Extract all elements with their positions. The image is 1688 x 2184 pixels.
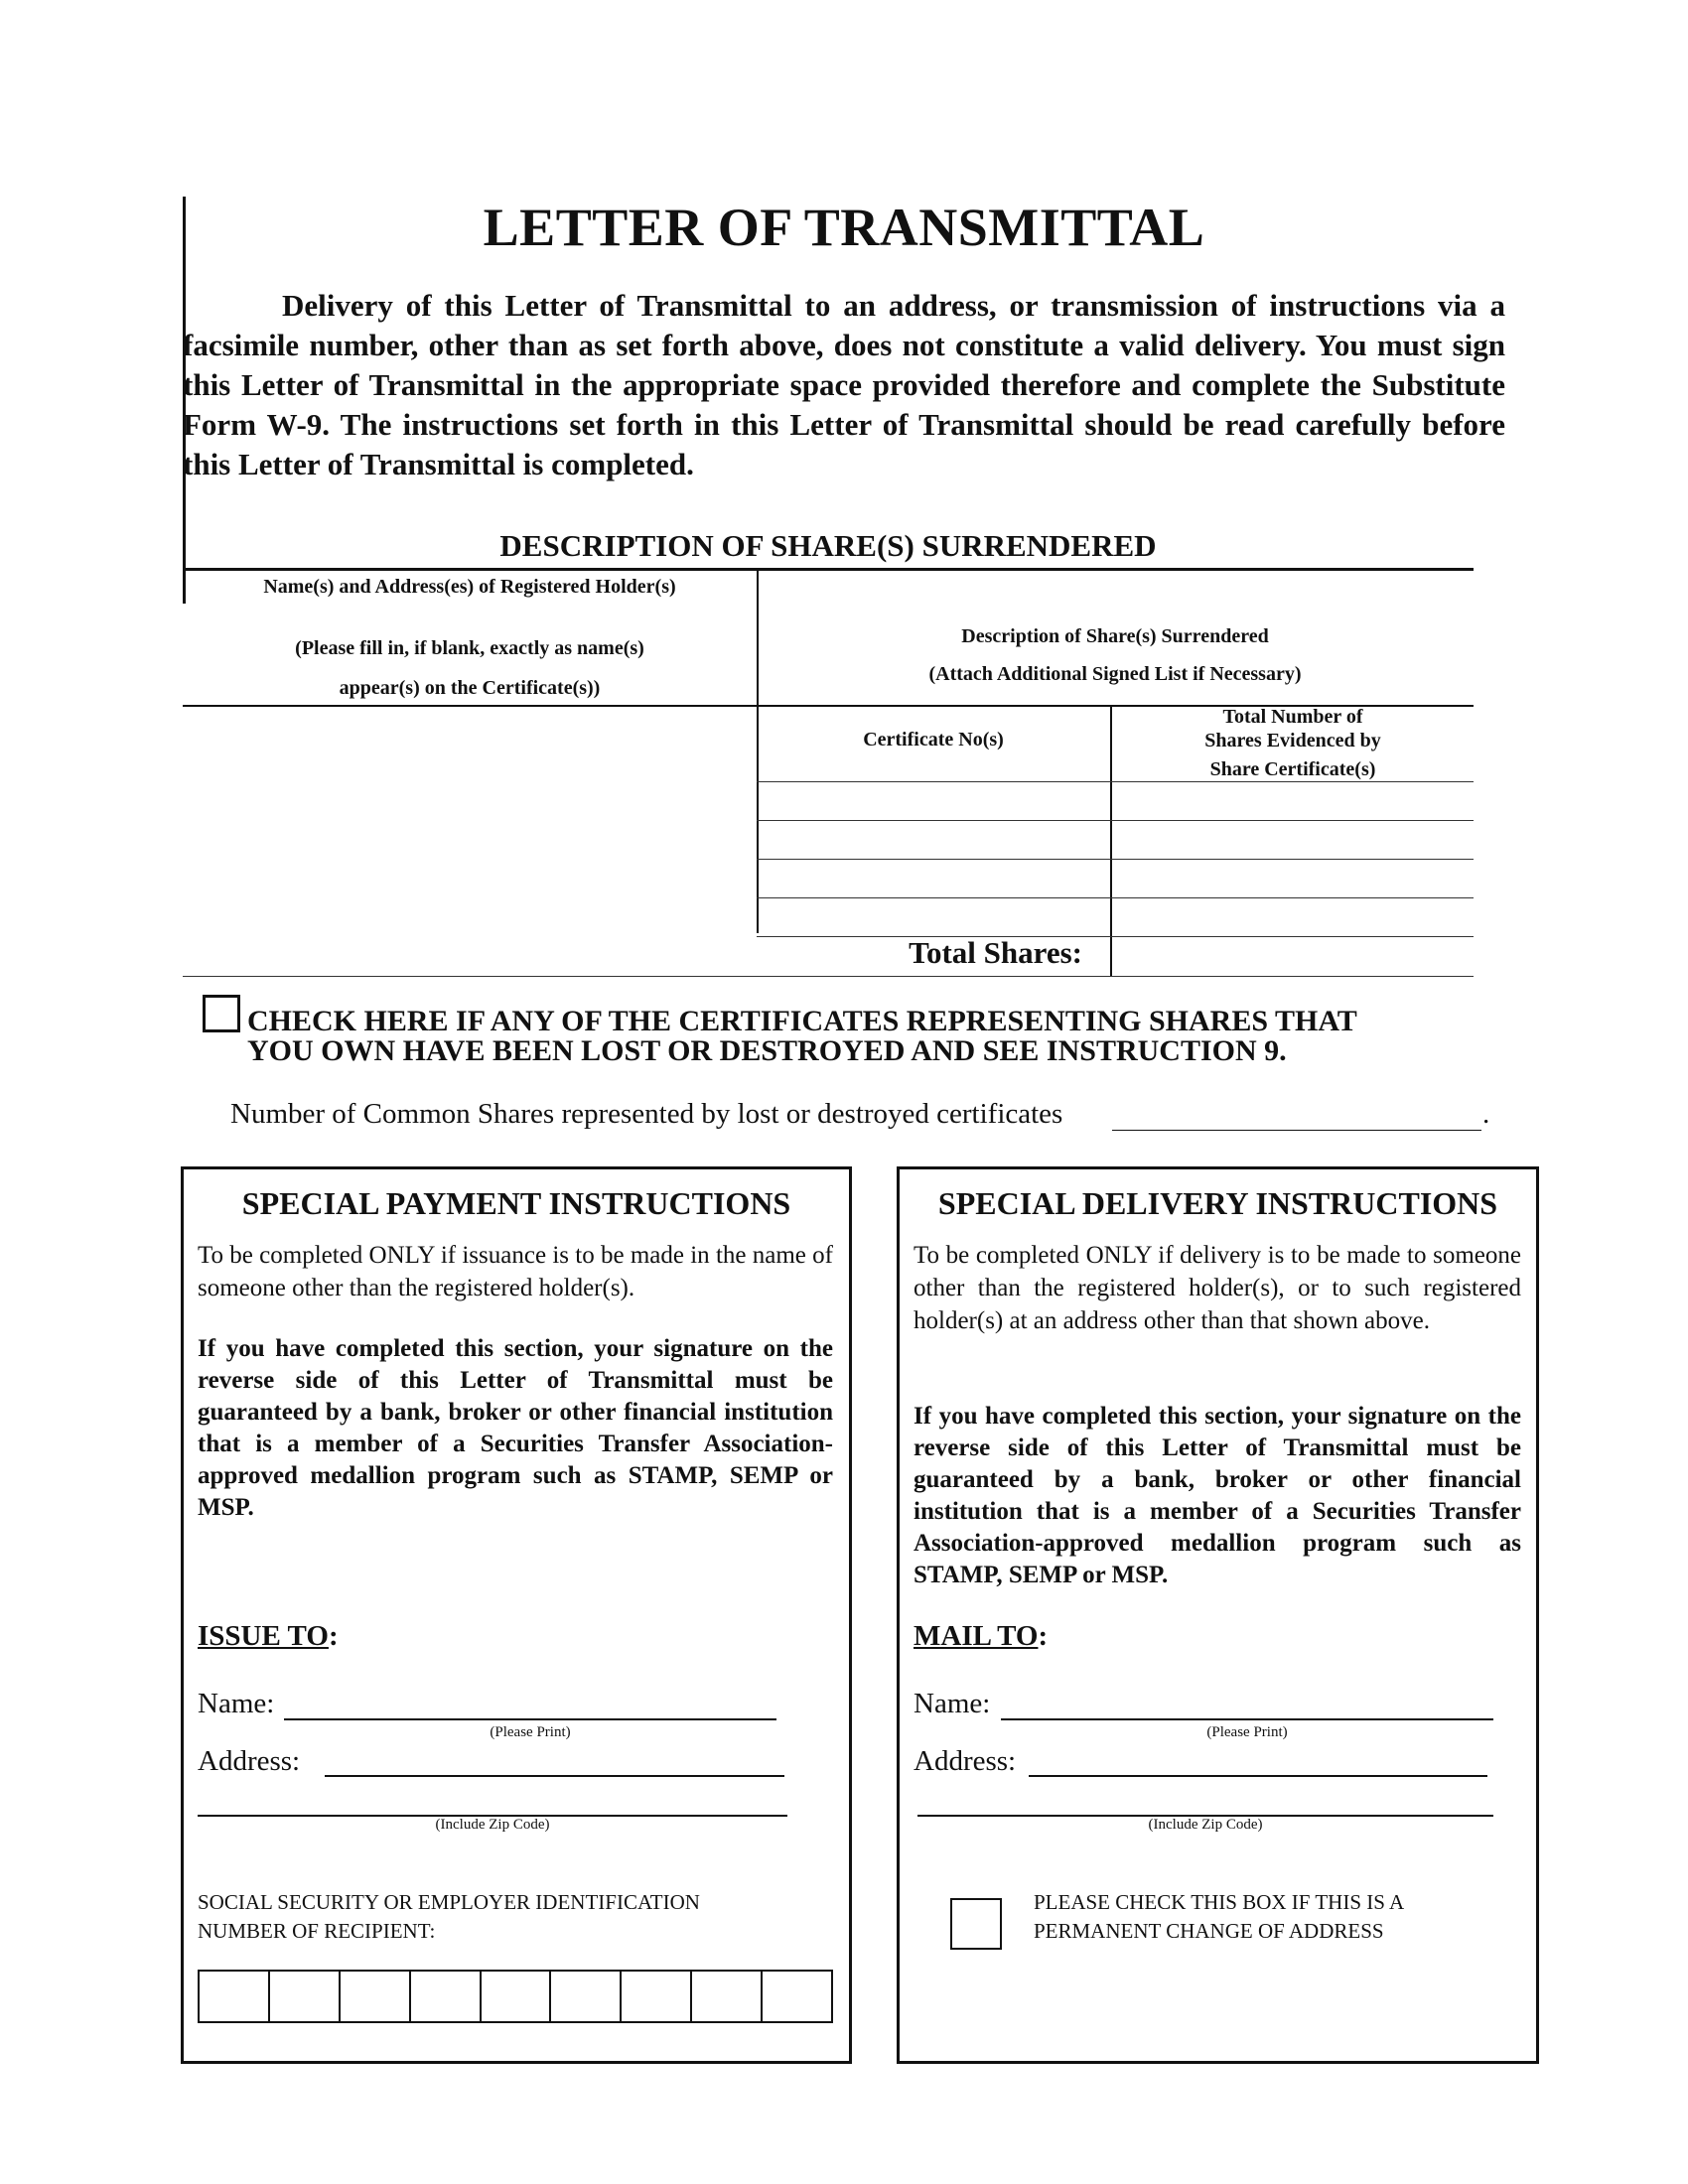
lost-line-2: YOU OWN HAVE BEEN LOST OR DESTROYED AND SEE INSTRUCTION 9. [247,1034,1287,1067]
payment-text: To be completed ONLY if issuance is to be made in the name of someone other than the registered holder(s). [198,1242,833,1301]
page-title: LETTER OF TRANSMITTAL [483,198,1205,257]
lost-number-period: . [1482,1098,1490,1130]
row-line [757,820,1474,821]
ssn-digit-cell[interactable] [200,1972,270,2021]
payment-bold-text: If you have completed this section, your signature on the reverse side of this Letter of Transmittal must be guaranteed by a bank, broker or other financial institution that is a member of a Securities Transfer Association-approved medallion program such as STAMP, SEMP or MSP. [198,1335,833,1521]
holder-header-2: (Please fill in, if blank, exactly as name(s) [295,637,644,659]
ssn-label [198,1888,700,1946]
ssn-digit-cell[interactable] [763,1972,831,2021]
table-top-line [183,568,1474,571]
row-line [757,781,1474,782]
payment-title: SPECIAL PAYMENT INSTRUCTIONS [241,1185,791,1221]
payment-address-field[interactable] [325,1775,784,1777]
delivery-text: To be completed ONLY if delivery is to be made to someone other than the registered holder(s), or to such registered holder(s) at an address other than that shown above. [914,1242,1521,1334]
permanent-address-label [1034,1888,1404,1946]
row-line [757,897,1474,898]
payment-address-label: Address: [198,1745,301,1777]
delivery-bold-text: If you have completed this section, your signature on the reverse side of this Letter of Transmittal must be guaranteed by a bank, broker or other financial institution that is a member of a Securities Transfer Association-approved medallion program such as STAMP, SEMP or MSP. [914,1403,1521,1588]
ssn-label-1: SOCIAL SECURITY OR EMPLOYER IDENTIFICATION [198,1890,700,1914]
delivery-name-field[interactable] [1001,1718,1493,1720]
lost-certificates-text [247,1007,1439,1066]
ssn-digit-cell[interactable] [411,1972,482,2021]
holder-header-1: Name(s) and Address(es) of Registered Holder(s) [263,576,676,598]
delivery-please-print: (Please Print) [1206,1724,1288,1740]
total-col-header-2: Shares Evidenced by [1204,730,1381,751]
permanent-address-checkbox[interactable] [950,1898,1002,1950]
permanent-address-label-2: PERMANENT CHANGE OF ADDRESS [1034,1919,1384,1943]
total-col-header-1: Total Number of [1222,706,1363,728]
lost-number-field[interactable] [1112,1130,1481,1131]
mail-to-label: MAIL TO [914,1620,1039,1652]
ssn-digit-cell[interactable] [622,1972,692,2021]
cert-col-header: Certificate No(s) [863,729,1004,751]
description-title: DESCRIPTION OF SHARE(S) SURRENDERED [499,528,1157,563]
delivery-zip-note: (Include Zip Code) [1148,1817,1263,1833]
intro-paragraph: Delivery of this Letter of Transmittal to an address, or transmission of instructions via a facsimile number, other than as set forth above, does not constitute a valid delivery. You must sign this Letter of Transmittal in the appropriate space provided therefore and complete the Substitute Form W-9. The instructions set forth in this Letter of Transmittal should be read carefully before this Letter of Transmittal is completed. [183,288,1505,481]
delivery-title: SPECIAL DELIVERY INSTRUCTIONS [937,1185,1498,1221]
holder-header-3: appear(s) on the Certificate(s)) [339,677,601,699]
ssn-digit-cell[interactable] [551,1972,622,2021]
delivery-address-label: Address: [914,1745,1017,1777]
payment-name-field[interactable] [284,1718,776,1720]
ssn-digit-cell[interactable] [482,1972,552,2021]
ssn-digit-cell[interactable] [692,1972,763,2021]
permanent-address-label-1: PLEASE CHECK THIS BOX IF THIS IS A [1034,1890,1405,1914]
ssn-grid [198,1970,833,2023]
payment-zip-note: (Include Zip Code) [435,1817,550,1833]
issue-to-label: ISSUE TO [198,1620,329,1652]
shares-header-1: Description of Share(s) Surrendered [961,625,1269,647]
payment-please-print: (Please Print) [490,1724,571,1740]
total-col-header-3: Share Certificate(s) [1209,758,1376,780]
lost-number-label: Number of Common Shares represented by lost or destroyed certificates [230,1098,1063,1130]
ssn-digit-cell[interactable] [341,1972,411,2021]
row-line [757,859,1474,860]
delivery-name-label: Name: [914,1688,991,1719]
payment-name-label: Name: [198,1688,275,1719]
issue-to-colon: : [328,1620,339,1652]
mail-to-heading [914,1620,1048,1653]
table-bottom-line [183,976,1474,977]
total-shares-field[interactable] [1111,937,1474,975]
delivery-address-field[interactable] [1029,1775,1487,1777]
mail-to-colon: : [1038,1620,1049,1652]
total-shares-label: Total Shares: [909,935,1082,970]
ssn-digit-cell[interactable] [270,1972,341,2021]
issue-to-heading [198,1620,339,1653]
lost-line-1: CHECK HERE IF ANY OF THE CERTIFICATES REPRESENTING SHARES THAT [247,1005,1357,1037]
lost-certificates-checkbox[interactable] [203,995,240,1032]
shares-header-2: (Attach Additional Signed List if Necessary) [928,663,1302,685]
ssn-label-2: NUMBER OF RECIPIENT: [198,1919,436,1943]
